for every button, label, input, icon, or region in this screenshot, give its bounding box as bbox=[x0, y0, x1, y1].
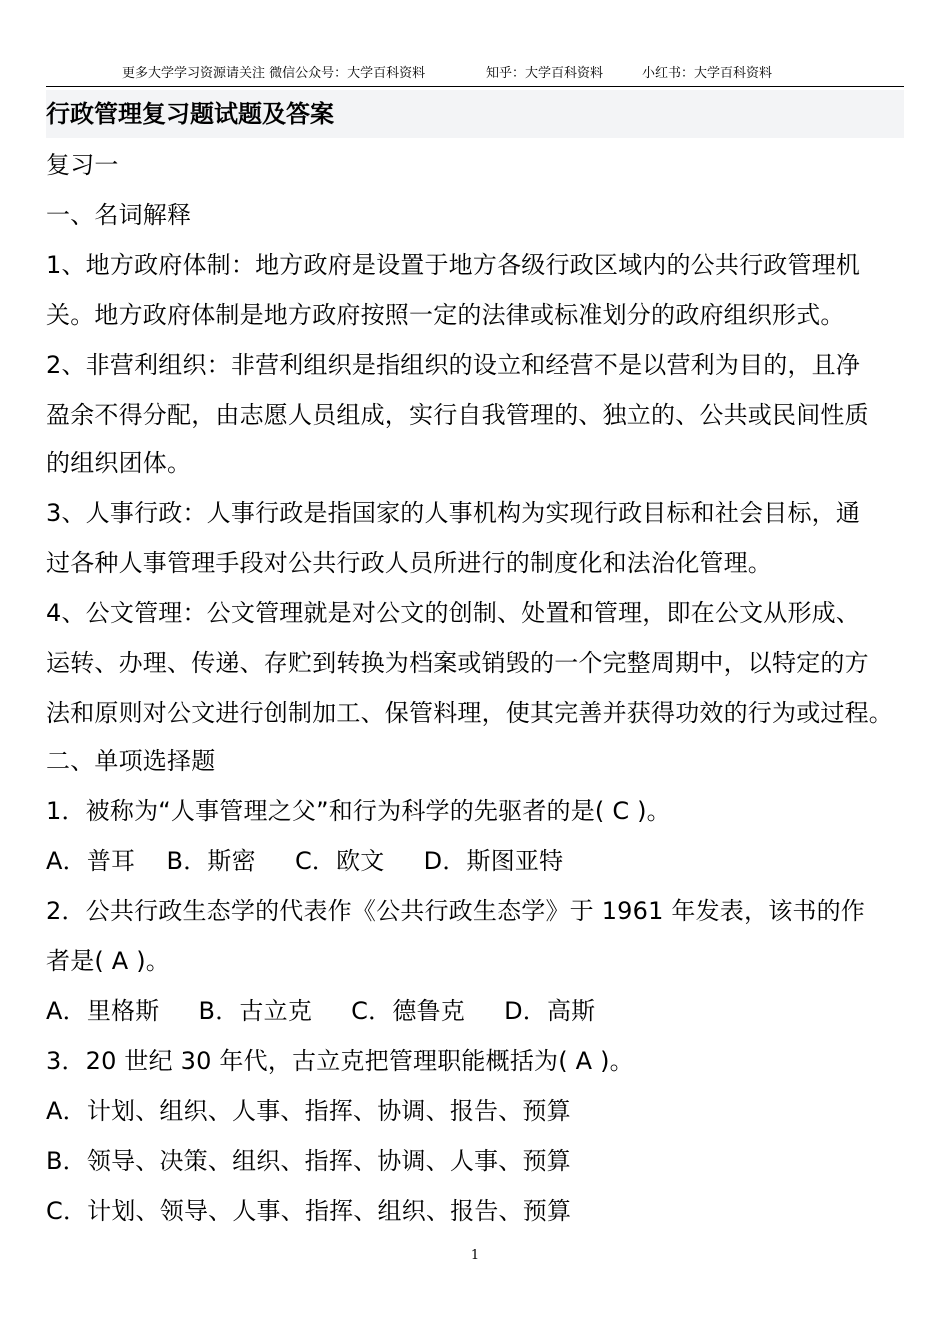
body-line: 3、人事行政：人事行政是指国家的人事机构为实现行政目标和社会目标，通 bbox=[46, 499, 861, 527]
question-line: 2．公共行政生态学的代表作《公共行政生态学》于 1961 年发表，该书的作 bbox=[46, 897, 866, 925]
header-xiaohongshu-notice: 小红书：大学百科资料 bbox=[642, 66, 773, 81]
header-wechat-notice: 更多大学学习资源请关注 微信公众号：大学百科资料 bbox=[122, 66, 426, 81]
body-line: 过各种人事管理手段对公共行政人员所进行的制度化和法治化管理。 bbox=[46, 549, 772, 577]
body-line: 关。地方政府体制是地方政府按照一定的法律或标准划分的政府组织形式。 bbox=[46, 301, 845, 329]
section-heading-term-definitions: 一、名词解释 bbox=[46, 201, 192, 229]
document-title: 行政管理复习题试题及答案 bbox=[46, 100, 334, 128]
body-line: 法和原则对公文进行创制加工、保管料理，使其完善并获得功效的行为或过程。 bbox=[46, 699, 893, 727]
body-line: 的组织团体。 bbox=[46, 449, 192, 477]
answer-options-line: A．里格斯 B．古立克 C．德鲁克 D．高斯 bbox=[46, 997, 596, 1025]
answer-options-line: A．普耳 B．斯密 C．欧文 D．斯图亚特 bbox=[46, 847, 564, 875]
page-number: 1 bbox=[470, 1248, 480, 1263]
body-line: 盈余不得分配，由志愿人员组成，实行自我管理的、独立的、公共或民间性质 bbox=[46, 401, 869, 429]
question-line: 者是( A )。 bbox=[46, 947, 171, 975]
section-heading-review-one: 复习一 bbox=[46, 151, 119, 179]
body-line: 运转、办理、传递、存贮到转换为档案或销毁的一个完整周期中，以特定的方 bbox=[46, 649, 869, 677]
body-line: 2、非营利组织：非营利组织是指组织的设立和经营不是以营利为目的，且净 bbox=[46, 351, 861, 379]
answer-option-b: B．领导、决策、组织、指挥、协调、人事、预算 bbox=[46, 1147, 571, 1175]
header-zhihu-notice: 知乎：大学百科资料 bbox=[486, 66, 604, 81]
question-line: 3．20 世纪 30 年代，古立克把管理职能概括为( A )。 bbox=[46, 1047, 634, 1075]
section-heading-multiple-choice: 二、单项选择题 bbox=[46, 747, 216, 775]
body-line: 1、地方政府体制：地方政府是设置于地方各级行政区域内的公共行政管理机 bbox=[46, 251, 861, 279]
answer-option-a: A．计划、组织、人事、指挥、协调、报告、预算 bbox=[46, 1097, 571, 1125]
page-header bbox=[46, 64, 904, 87]
body-line: 4、公文管理：公文管理就是对公文的创制、处置和管理，即在公文从形成、 bbox=[46, 599, 861, 627]
answer-option-c: C．计划、领导、人事、指挥、组织、报告、预算 bbox=[46, 1197, 572, 1225]
question-line: 1．被称为“人事管理之父”和行为科学的先驱者的是( C )。 bbox=[46, 797, 671, 825]
